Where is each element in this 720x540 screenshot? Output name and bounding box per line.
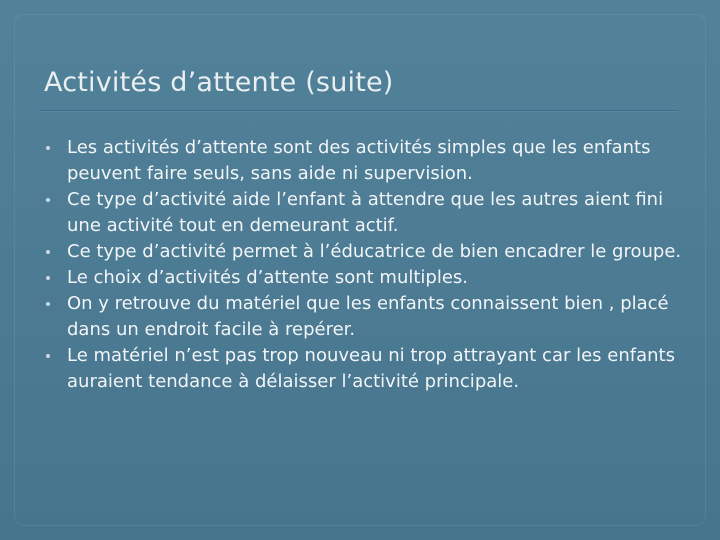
bullet-item-5 [46, 291, 686, 343]
bullet-text-1: Les activités d’attente sont des activités simples que les enfants peuvent faire seuls, sans aide ni supervision. [67, 137, 651, 184]
bullet-text-2: Ce type d’activité aide l’enfant à attendre que les autres aient fini une activité tout en demeurant actif. [67, 189, 664, 236]
bullet-item-1 [46, 135, 686, 187]
bullet-dot-icon [46, 198, 50, 202]
bullet-text-4: Le choix d’activités d’attente sont multiples. [67, 267, 469, 288]
bullet-item-6 [46, 343, 686, 395]
bullet-text-6: Le matériel n’est pas trop nouveau ni trop attrayant car les enfants auraient tendance à délaisser l’activité principale. [67, 345, 675, 392]
bullet-item-4 [46, 265, 686, 291]
bullet-item-2 [46, 187, 686, 239]
slide-title: Activités d’attente (suite) [44, 67, 394, 98]
bullet-dot-icon [46, 302, 50, 306]
bullet-dot-icon [46, 354, 50, 358]
bullet-item-3 [46, 239, 686, 265]
bullet-dot-icon [46, 146, 50, 150]
bullet-dot-icon [46, 276, 50, 280]
bullet-text-5: On y retrouve du matériel que les enfants connaissent bien , placé dans un endroit facile à repérer. [67, 293, 669, 340]
bullet-text-3: Ce type d’activité permet à l’éducatrice de bien encadrer le groupe. [67, 241, 682, 262]
bullet-dot-icon [46, 250, 50, 254]
title-underline-rule [40, 110, 678, 111]
bullet-list [46, 135, 686, 395]
